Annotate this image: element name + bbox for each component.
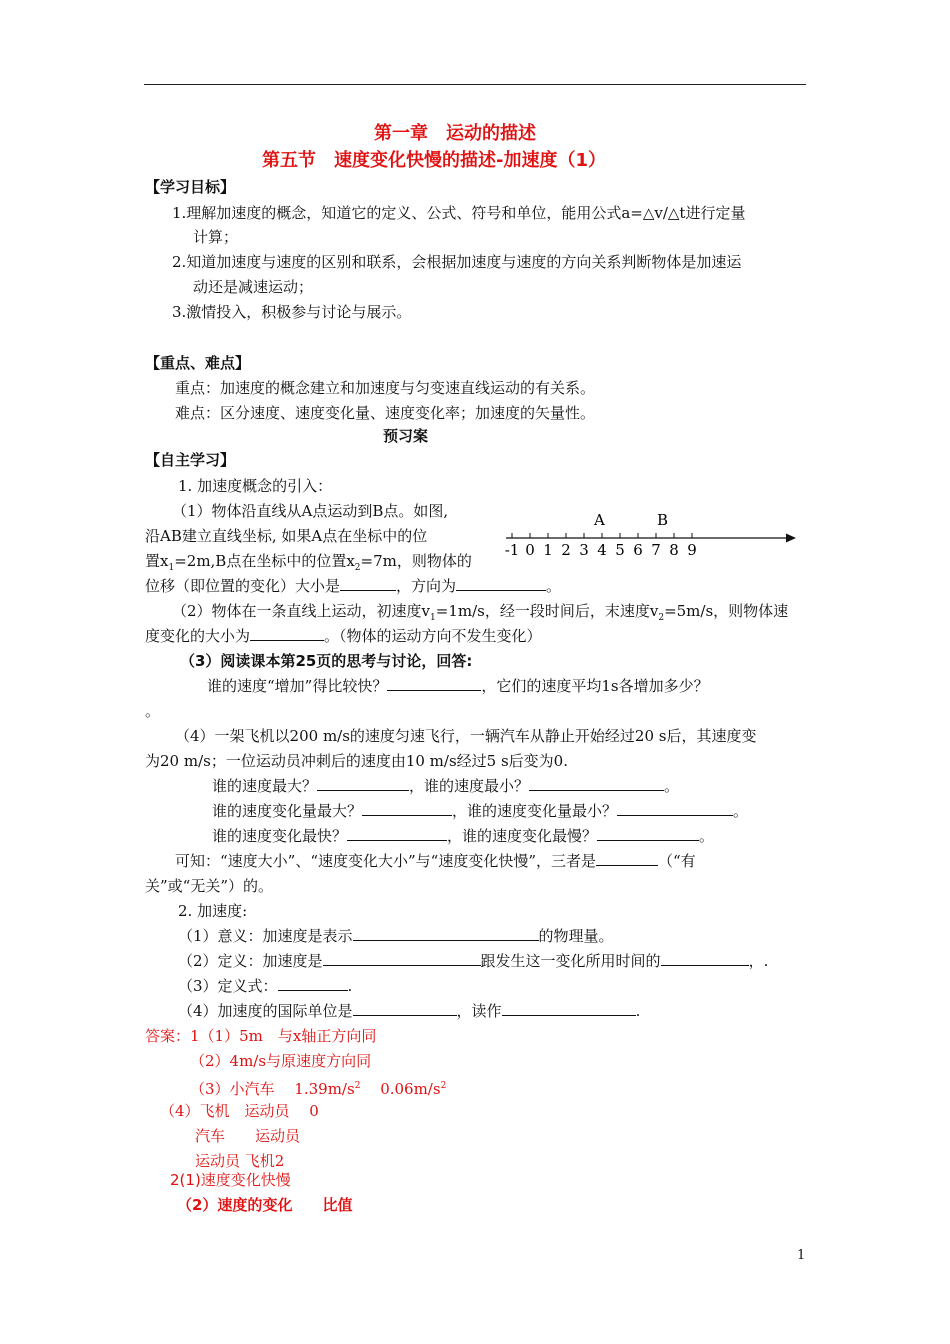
q2-2-b: 跟发生这一变化所用时间的 <box>480 952 661 970</box>
goal-1-line2: 计算； <box>193 228 239 246</box>
q2-2-c: ，. <box>748 952 769 970</box>
q-speed-b: ，谁的速度最小？ <box>409 777 530 795</box>
x2-subscript: 2 <box>354 563 361 573</box>
section-title: 第五节 速度变化快慢的描述-加速度（1） <box>262 150 606 171</box>
answer-3-a: （3）小汽车 1.39m/s <box>190 1080 355 1098</box>
axis-arrow-icon <box>786 534 796 543</box>
blank-unit[interactable] <box>353 1001 457 1016</box>
q2-title: 2. 加速度: <box>178 902 248 920</box>
goal-1-line1: 1.理解加速度的概念，知道它的定义、公式、符号和单位，能用公式a=△v/△t进行定量 <box>172 204 746 222</box>
preview-title: 预习案 <box>383 427 429 445</box>
q1-3: （3）阅读课本第25页的思考与讨论，回答: <box>180 652 473 670</box>
q2-4 <box>178 1001 640 1021</box>
self-study-heading: 【自主学习】 <box>145 451 236 469</box>
axis-tick-label: 2 <box>561 541 571 559</box>
blank-slowest-change[interactable] <box>597 826 699 841</box>
goals-heading: 【学习目标】 <box>145 178 236 196</box>
v1-subscript: 1 <box>430 613 436 623</box>
blank-formula[interactable] <box>278 976 348 991</box>
blank-displacement[interactable] <box>340 576 396 591</box>
x1-subscript: 1 <box>168 563 175 573</box>
blank-read-as[interactable] <box>502 1001 636 1016</box>
q1-1-line1: （1）物体沿直线从A点运动到B点。如图, <box>172 502 449 520</box>
q-dv-b: ，谁的速度变化量最小？ <box>452 802 618 820</box>
q2-2-a: （2）定义：加速度是 <box>178 952 323 970</box>
blank-max-speed[interactable] <box>317 776 409 791</box>
q-rate-b: ，谁的速度变化最慢？ <box>447 827 598 845</box>
coordinate-axis <box>500 508 800 564</box>
answer-1: 答案：1（1）5m 与x轴正方向同 <box>145 1027 377 1045</box>
q2-2 <box>178 951 768 971</box>
focus-key: 重点：加速度的概念建立和加速度与匀变速直线运动的有关系。 <box>175 379 596 397</box>
q2-1-b: 的物理量。 <box>538 927 614 945</box>
axis-label-a: A <box>594 511 605 529</box>
axis-tick-label: 9 <box>687 541 697 559</box>
blank-definition-2[interactable] <box>661 951 749 966</box>
answer-4: （4）飞机 运动员 0 <box>160 1102 319 1120</box>
blank-meaning[interactable] <box>353 926 539 941</box>
answer-2: （2）4m/s与原速度方向同 <box>190 1052 372 1070</box>
q1-4-line1: （4）一架飞机以200 m/s的速度匀速飞行，一辆汽车从静止开始经过20 s后，其速度变 <box>175 727 757 745</box>
answer-3 <box>190 1076 446 1099</box>
blank-fastest-change[interactable] <box>347 826 447 841</box>
q1-1-line3-a: 置x <box>145 552 169 570</box>
q1-1-line4-a: 位移（即位置的变化）大小是 <box>145 577 341 595</box>
conclusion-line1 <box>175 851 696 871</box>
q2-4-b: ，读作 <box>456 1002 502 1020</box>
blank-max-dv[interactable] <box>362 801 452 816</box>
q1-3-question <box>207 676 709 696</box>
blank-velocity-change[interactable] <box>250 626 324 641</box>
q2-1 <box>178 926 614 946</box>
answer-6: 运动员 飞机2 <box>195 1152 285 1170</box>
q-speed-a: 谁的速度最大？ <box>212 777 318 795</box>
q1-title: 1. 加速度概念的引入： <box>178 477 333 495</box>
q-speed-end: 。 <box>664 777 680 795</box>
answer-3-sup1: 2 <box>354 1081 361 1091</box>
q-rate-end: 。 <box>699 827 715 845</box>
q1-2-line2 <box>145 626 542 646</box>
q2-3 <box>178 976 352 996</box>
axis-tick-label: 6 <box>633 541 643 559</box>
q1-3-question-a: 谁的速度“增加”得比较快？ <box>207 677 388 695</box>
q1-1-line2: 沿AB建立直线坐标, 如果A点在坐标中的位 <box>145 527 428 545</box>
answer-7: 2(1)速度变化快慢 <box>170 1171 291 1189</box>
answer-8: （2）速度的变化 比值 <box>177 1196 353 1214</box>
focus-heading: 【重点、难点】 <box>145 354 251 372</box>
blank-relation[interactable] <box>596 851 658 866</box>
axis-tick-label: -1 <box>504 541 520 559</box>
axis-tick-label: 5 <box>615 541 625 559</box>
axis-tick-label: 7 <box>651 541 661 559</box>
q-rate-a: 谁的速度变化最快？ <box>212 827 348 845</box>
q-dv-a: 谁的速度变化量最大？ <box>212 802 363 820</box>
blank-definition-1[interactable] <box>323 951 481 966</box>
q2-3-a: （3）定义式： <box>178 977 278 995</box>
q1-1-line4 <box>145 576 561 596</box>
page-number: 1 <box>797 1248 806 1263</box>
answer-3-b: 0.06m/s <box>360 1080 441 1098</box>
q-speed-row <box>212 776 679 796</box>
q1-2-line1-b: =1m/s，经一段时间后，末速度v <box>435 602 659 620</box>
q-dv-row <box>212 801 748 821</box>
axis-tick-label: 0 <box>525 541 535 559</box>
q2-4-a: （4）加速度的国际单位是 <box>178 1002 353 1020</box>
q1-1-line3 <box>145 551 472 578</box>
q1-1-line4-c: 。 <box>546 577 562 595</box>
conclusion-a: 可知：“速度大小”、“速度变化大小”与“速度变化快慢”，三者是 <box>175 852 597 870</box>
goal-3: 3.激情投入，积极参与讨论与展示。 <box>172 303 412 321</box>
q1-1-line3-c: =7m，则物体的 <box>360 552 472 570</box>
goal-2-line1: 2.知道加速度与速度的区别和联系，会根据加速度与速度的方向关系判断物体是加速运 <box>172 253 742 271</box>
conclusion-b: （“有 <box>658 852 696 870</box>
conclusion-line2: 关”或“无关”）的。 <box>145 877 274 895</box>
chapter-title: 第一章 运动的描述 <box>374 123 536 144</box>
q1-1-line3-b: =2m,B点在坐标中的位置x <box>174 552 355 570</box>
answer-5: 汽车 运动员 <box>195 1127 301 1145</box>
q-rate-row <box>212 826 714 846</box>
axis-tick-label: 3 <box>579 541 589 559</box>
blank-min-dv[interactable] <box>617 801 733 816</box>
blank-who-faster[interactable] <box>387 676 481 691</box>
v2-subscript: 2 <box>658 613 665 623</box>
q1-4-line2: 为20 m/s；一位运动员冲刺后的速度由10 m/s经过5 s后变为0. <box>145 752 568 770</box>
goal-2-line2: 动还是减速运动； <box>193 278 314 296</box>
header-rule <box>144 84 806 85</box>
q1-1-line4-b: ，方向为 <box>396 577 457 595</box>
q1-2-line2-a: 度变化的大小为 <box>145 627 251 645</box>
answer-3-sup2: 2 <box>440 1081 447 1091</box>
axis-tick-label: 8 <box>669 541 679 559</box>
q2-4-c: . <box>635 1002 641 1020</box>
q1-2-line1-a: （2）物体在一条直线上运动，初速度v <box>172 602 431 620</box>
axis-tick-label: 1 <box>543 541 553 559</box>
blank-min-speed[interactable] <box>529 776 664 791</box>
focus-hard: 难点：区分速度、速度变化量、速度变化率；加速度的矢量性。 <box>175 404 596 422</box>
q1-3-question-b: ，它们的速度平均1s各增加多少？ <box>481 677 709 695</box>
q-dv-end: 。 <box>733 802 749 820</box>
q2-3-b: . <box>347 977 353 995</box>
q1-2-line2-b: 。（物体的运动方向不发生变化） <box>324 627 542 645</box>
blank-direction[interactable] <box>456 576 546 591</box>
q1-2-line1-c: =5m/s，则物体速 <box>664 602 789 620</box>
axis-tick-label: 4 <box>597 541 607 559</box>
q1-2-line1 <box>172 601 788 628</box>
axis-label-b: B <box>657 511 669 529</box>
q1-3-end: 。 <box>145 702 161 720</box>
q2-1-a: （1）意义：加速度是表示 <box>178 927 353 945</box>
